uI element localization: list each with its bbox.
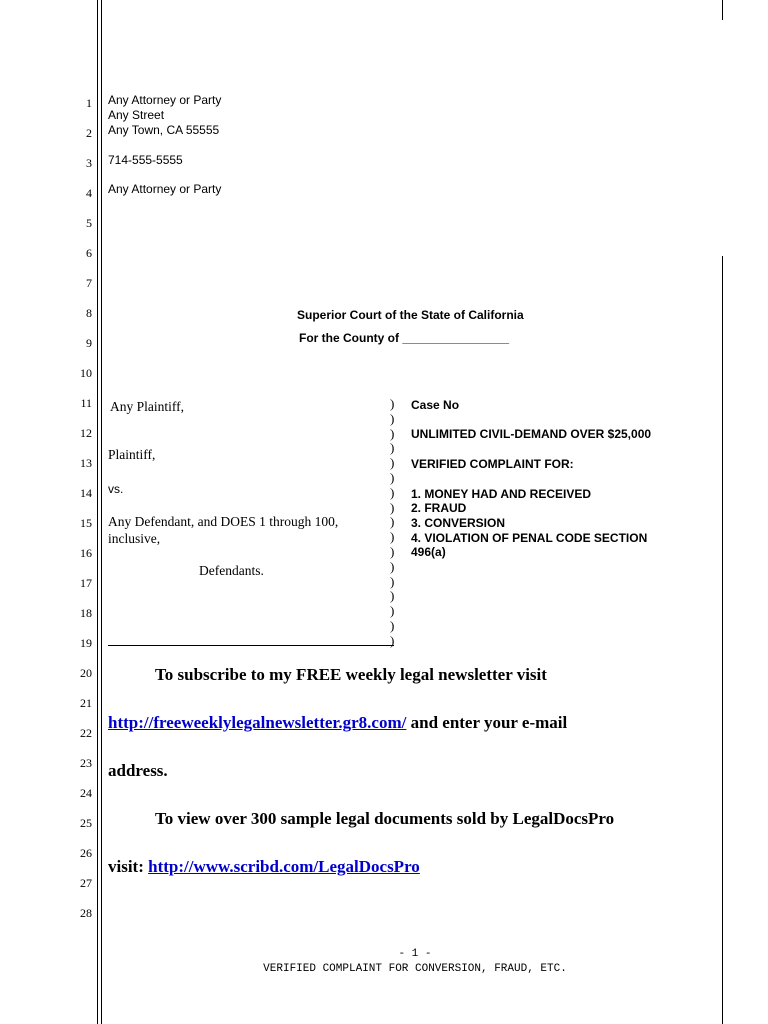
caption-paren: ) — [390, 425, 395, 441]
view-documents-text: To view over 300 sample legal documents sold by LegalDocsPro — [155, 809, 615, 828]
court-county: For the County of ________________ — [299, 331, 510, 345]
caption-paren: ) — [390, 544, 395, 559]
line-number: 14 — [80, 486, 92, 500]
attorney-phone: 714-555-5555 — [108, 153, 183, 167]
caption-paren: ) — [390, 558, 395, 574]
visit-label: visit: — [108, 857, 149, 876]
court-name: Superior Court of the State of California — [297, 308, 524, 322]
caption-paren: ) — [390, 484, 395, 500]
attorney-for-party: Any Attorney or Party — [108, 182, 222, 196]
attorney-city: Any Town, CA 55555 — [108, 123, 220, 137]
caption-paren: ) — [390, 455, 395, 471]
line-number: 25 — [80, 816, 92, 830]
caption-paren: ) — [390, 470, 395, 485]
caption-paren: ) — [390, 588, 395, 604]
line-number: 26 — [80, 846, 92, 860]
caption-paren: ) — [390, 514, 395, 530]
line-number: 11 — [80, 396, 92, 410]
line-number: 2 — [86, 126, 92, 140]
caption-paren: ) — [390, 573, 395, 589]
line-number: 3 — [86, 156, 92, 170]
right-margin-rule — [722, 256, 723, 1024]
caption-paren: ) — [390, 440, 395, 456]
caption-paren: ) — [390, 499, 395, 515]
line-number: 16 — [80, 546, 92, 560]
case-number: Case No — [411, 398, 460, 412]
line-number: 10 — [80, 366, 92, 380]
cause-4-continued: 496(a) — [411, 545, 446, 559]
line-number: 1 — [86, 96, 92, 110]
left-margin-rule-inner — [101, 0, 102, 1024]
defendant-line-2: inclusive, — [108, 531, 161, 546]
line-number: 19 — [80, 636, 92, 650]
line-number: 28 — [80, 906, 92, 920]
demand-line: UNLIMITED CIVIL-DEMAND OVER $25,000 — [411, 427, 652, 441]
newsletter-line — [108, 713, 567, 733]
line-number: 18 — [80, 606, 92, 620]
caption-paren: ) — [390, 396, 395, 411]
plaintiff-label: Plaintiff, — [108, 447, 156, 462]
line-number: 5 — [86, 216, 92, 230]
line-number: 21 — [80, 696, 92, 710]
cause-2: 2. FRAUD — [411, 501, 467, 515]
footer-page-number: - 1 - — [398, 948, 432, 960]
caption-paren: ) — [390, 618, 395, 633]
line-number: 20 — [80, 666, 92, 680]
cause-1: 1. MONEY HAD AND RECEIVED — [411, 487, 592, 501]
footer-title: VERIFIED COMPLAINT FOR CONVERSION, FRAUD, ETC. — [263, 963, 567, 975]
versus: vs. — [108, 482, 124, 496]
attorney-street: Any Street — [108, 108, 165, 122]
complaint-title: VERIFIED COMPLAINT FOR: — [411, 457, 574, 471]
after-link-text: and enter your e-mail — [406, 713, 568, 732]
line-number: 8 — [86, 306, 92, 320]
line-number: 23 — [80, 756, 92, 770]
subscribe-text: To subscribe to my FREE weekly legal newsletter visit — [155, 665, 547, 684]
right-margin-rule-top — [722, 0, 723, 20]
attorney-name: Any Attorney or Party — [108, 93, 222, 107]
caption-paren: ) — [390, 410, 395, 426]
line-number: 9 — [86, 336, 92, 350]
caption-underline — [108, 645, 394, 646]
cause-4: 4. VIOLATION OF PENAL CODE SECTION — [411, 531, 648, 545]
scribd-link[interactable]: http://www.scribd.com/LegalDocsPro — [148, 857, 420, 876]
defendants-label: Defendants. — [199, 563, 264, 578]
address-text: address. — [108, 761, 168, 780]
line-number: 22 — [80, 726, 92, 740]
caption-paren: ) — [390, 632, 395, 648]
visit-line — [108, 857, 420, 877]
newsletter-link[interactable]: http://freeweeklylegalnewsletter.gr8.com/ — [108, 713, 407, 732]
line-number: 6 — [86, 246, 92, 260]
line-number: 24 — [80, 786, 92, 800]
line-number: 7 — [86, 276, 92, 290]
left-margin-rule-outer — [97, 0, 98, 1024]
cause-3: 3. CONVERSION — [411, 516, 506, 530]
line-number: 13 — [80, 456, 92, 470]
caption-paren: ) — [390, 603, 395, 619]
line-number: 27 — [80, 876, 92, 890]
plaintiff-name: Any Plaintiff, — [110, 399, 184, 414]
caption-paren: ) — [390, 529, 395, 545]
line-number: 12 — [80, 426, 92, 440]
defendant-line-1: Any Defendant, and DOES 1 through 100, — [108, 514, 339, 529]
line-number: 17 — [80, 576, 92, 590]
line-number: 15 — [80, 516, 92, 530]
line-number: 4 — [86, 186, 92, 200]
